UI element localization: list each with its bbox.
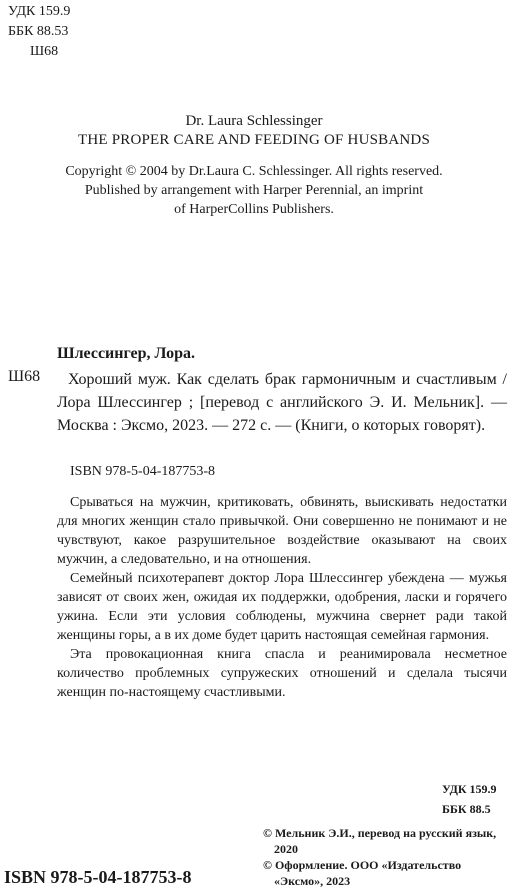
rights-notice	[263, 825, 508, 889]
udk-code: УДК 159.9	[442, 782, 497, 796]
catalog-author-heading: Шлессингер, Лора.	[57, 345, 195, 362]
udk-code: УДК 159.9	[8, 4, 71, 19]
annotation-paragraph: Семейный психотерапевт доктор Лора Шлессингер убеждена — мужья зависят от своих жен, ожидая их поддержки, одобрения, ласки и горячего ужина. Если эти условия соблюдены, мужчина свернет ради такой женщины горы, а в их доме будет царить настоящая семейная гармония.	[57, 571, 507, 643]
bbk-code: ББК 88.53	[8, 24, 69, 39]
bbk-code: ББК 88.5	[442, 802, 491, 816]
copyright-line: of HarperCollins Publishers.	[174, 202, 334, 217]
annotation-paragraph: Срываться на мужчин, критиковать, обвинять, выискивать недостатки для многих женщин стало привычкой. Они совершенно не понимают и не чувствуют, какое разрушительное воздействие оказывают на своих мужчин, а следовательно, и на отношения.	[57, 495, 507, 567]
catalog-isbn: ISBN 978-5-04-187753-8	[70, 464, 216, 479]
translation-copyright: © Мельник Э.И., перевод на русский язык, 2020	[263, 826, 497, 856]
copyright-line: Published by arrangement with Harper Perennial, an imprint	[84, 183, 424, 198]
original-author: Dr. Laura Schlessinger	[185, 113, 323, 129]
classification-codes-bottom	[442, 779, 497, 819]
original-title: THE PROPER CARE AND FEEDING OF HUSBANDS	[77, 132, 430, 148]
catalog-author-mark: Ш68	[8, 368, 41, 385]
classification-codes-top	[8, 2, 70, 62]
copyright-line: Copyright © 2004 by Dr.Laura C. Schlessinger. All rights reserved.	[65, 164, 443, 179]
design-copyright: © Оформление. ООО «Издательство «Эксмо», 2023	[263, 858, 462, 888]
author-mark: Ш68	[30, 44, 59, 59]
annotation-paragraph: Эта провокационная книга спасла и реанимировала несметное количество проблемных супружеских отношений и сделала тысячи женщин по-настоящему счастливыми.	[57, 647, 507, 700]
catalog-description: Хороший муж. Как сделать брак гармоничным и счастливым / Лора Шлессингер ; [перевод с английского Э. И. Мельник]. — Москва : Эксмо, 2023. — 272 с. — (Книги, о которых говорят).	[57, 371, 507, 434]
annotation	[57, 493, 507, 702]
isbn-bottom: ISBN 978-5-04-187753-8	[4, 867, 192, 887]
